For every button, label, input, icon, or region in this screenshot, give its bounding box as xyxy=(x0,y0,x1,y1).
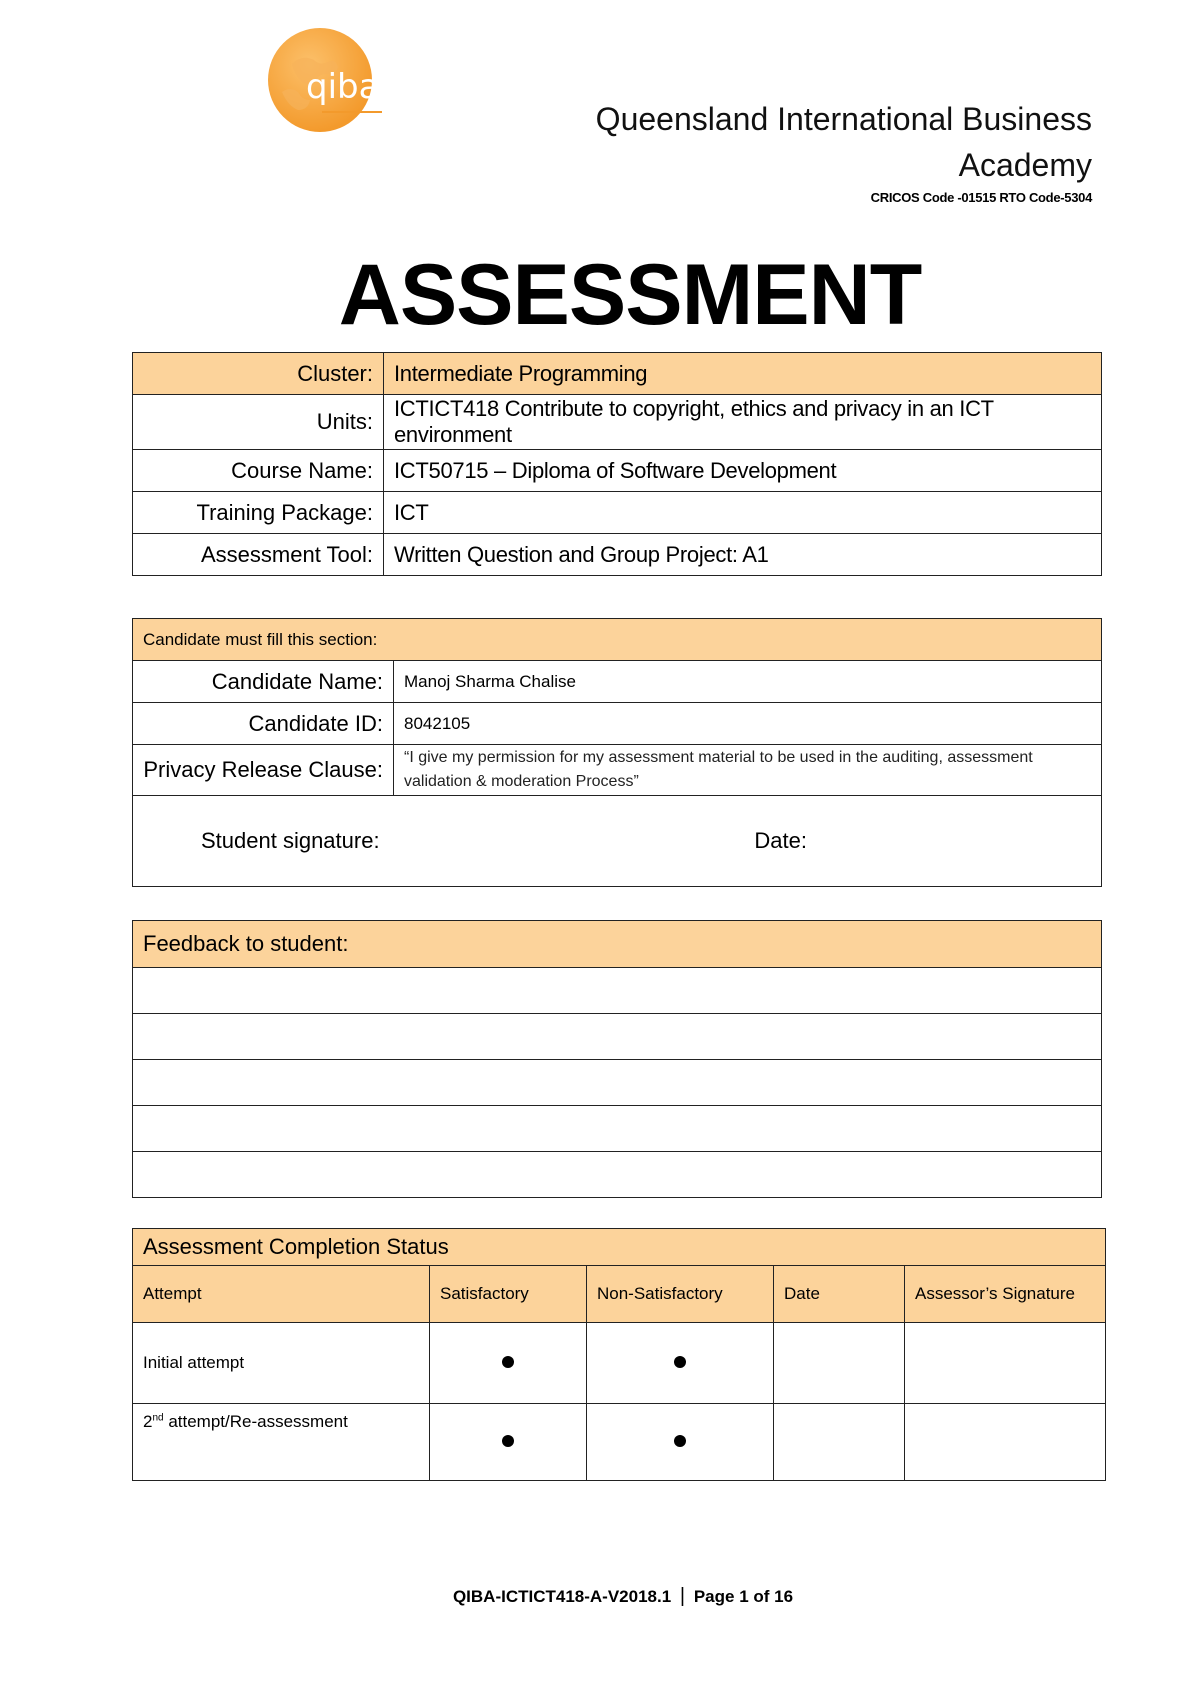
privacy-clause-label: Privacy Release Clause: xyxy=(133,745,394,796)
assessment-tool-value: Written Question and Group Project: A1 xyxy=(384,534,1102,576)
feedback-line[interactable] xyxy=(133,1152,1102,1198)
table-row xyxy=(133,745,1102,796)
second-satisfactory-cell[interactable] xyxy=(430,1404,587,1481)
candidate-name-label: Candidate Name: xyxy=(133,661,394,703)
bullet-icon xyxy=(502,1435,514,1447)
candidate-table xyxy=(132,618,1102,887)
feedback-table xyxy=(132,920,1102,1198)
column-header-date: Date xyxy=(774,1266,905,1323)
candidate-section-header: Candidate must fill this section: xyxy=(133,619,1102,661)
completion-status-title: Assessment Completion Status xyxy=(133,1229,1106,1266)
second-attempt-label: 2nd attempt/Re-assessment xyxy=(133,1404,430,1481)
column-header-attempt: Attempt xyxy=(133,1266,430,1323)
qiba-logo xyxy=(262,26,392,136)
units-value: ICTICT418 Contribute to copyright, ethics and privacy in an ICT environment xyxy=(384,395,1102,450)
training-package-value: ICT xyxy=(384,492,1102,534)
table-row xyxy=(133,661,1102,703)
candidate-id-label: Candidate ID: xyxy=(133,703,394,745)
student-signature-label: Student signature: xyxy=(201,828,380,853)
table-row xyxy=(133,395,1102,450)
initial-date-cell[interactable] xyxy=(774,1323,905,1404)
table-row xyxy=(133,1266,1106,1323)
table-row xyxy=(133,492,1102,534)
table-row xyxy=(133,1229,1106,1266)
org-name: Queensland International Business Academy xyxy=(595,101,1092,183)
unit-details-table xyxy=(132,352,1102,576)
page-number: Page 1 of 16 xyxy=(693,1587,794,1606)
second-signature-cell[interactable] xyxy=(905,1404,1106,1481)
candidate-name-field[interactable]: Manoj Sharma Chalise xyxy=(394,661,1102,703)
feedback-line[interactable] xyxy=(133,1106,1102,1152)
table-row xyxy=(133,1404,1106,1481)
feedback-line[interactable] xyxy=(133,968,1102,1014)
second-date-cell[interactable] xyxy=(774,1404,905,1481)
table-row xyxy=(133,1323,1106,1404)
candidate-id-field[interactable]: 8042105 xyxy=(394,703,1102,745)
feedback-line[interactable] xyxy=(133,1014,1102,1060)
initial-signature-cell[interactable] xyxy=(905,1323,1106,1404)
table-row xyxy=(133,921,1102,968)
second-non-satisfactory-cell[interactable] xyxy=(587,1404,774,1481)
cluster-label: Cluster: xyxy=(133,353,384,395)
doc-code: QIBA-ICTICT418-A-V2018.1 xyxy=(452,1587,672,1606)
course-name-label: Course Name: xyxy=(133,450,384,492)
feedback-header: Feedback to student: xyxy=(133,921,1102,968)
assessment-tool-label: Assessment Tool: xyxy=(133,534,384,576)
footer-separator: | xyxy=(679,1585,686,1607)
privacy-clause-text: “I give my permission for my assessment material to be used in the auditing, assessment validation & moderation Process” xyxy=(394,745,1102,796)
table-row xyxy=(133,796,1102,887)
column-header-satisfactory: Satisfactory xyxy=(430,1266,587,1323)
bullet-icon xyxy=(674,1435,686,1447)
bullet-icon xyxy=(502,1356,514,1368)
initial-non-satisfactory-cell[interactable] xyxy=(587,1323,774,1404)
table-row xyxy=(133,703,1102,745)
table-row xyxy=(133,450,1102,492)
course-name-value: ICT50715 – Diploma of Software Development xyxy=(384,450,1102,492)
feedback-line[interactable] xyxy=(133,1060,1102,1106)
page-title: ASSESSMENT xyxy=(338,247,922,343)
cluster-value: Intermediate Programming xyxy=(384,353,1102,395)
column-header-assessor-signature: Assessor’s Signature xyxy=(905,1266,1106,1323)
bullet-icon xyxy=(674,1356,686,1368)
units-label: Units: xyxy=(133,395,384,450)
signature-cell[interactable] xyxy=(133,796,1102,887)
page-footer xyxy=(0,1585,1200,1608)
initial-attempt-label: Initial attempt xyxy=(133,1323,430,1404)
table-row xyxy=(133,619,1102,661)
column-header-non-satisfactory: Non-Satisfactory xyxy=(587,1266,774,1323)
org-header xyxy=(532,96,1092,205)
org-codes: CRICOS Code -01515 RTO Code-5304 xyxy=(870,190,1092,205)
table-row xyxy=(133,353,1102,395)
svg-text:qiba: qiba xyxy=(306,67,380,107)
completion-status-table xyxy=(132,1228,1106,1481)
table-row xyxy=(133,534,1102,576)
initial-satisfactory-cell[interactable] xyxy=(430,1323,587,1404)
date-label: Date: xyxy=(754,828,807,853)
training-package-label: Training Package: xyxy=(133,492,384,534)
